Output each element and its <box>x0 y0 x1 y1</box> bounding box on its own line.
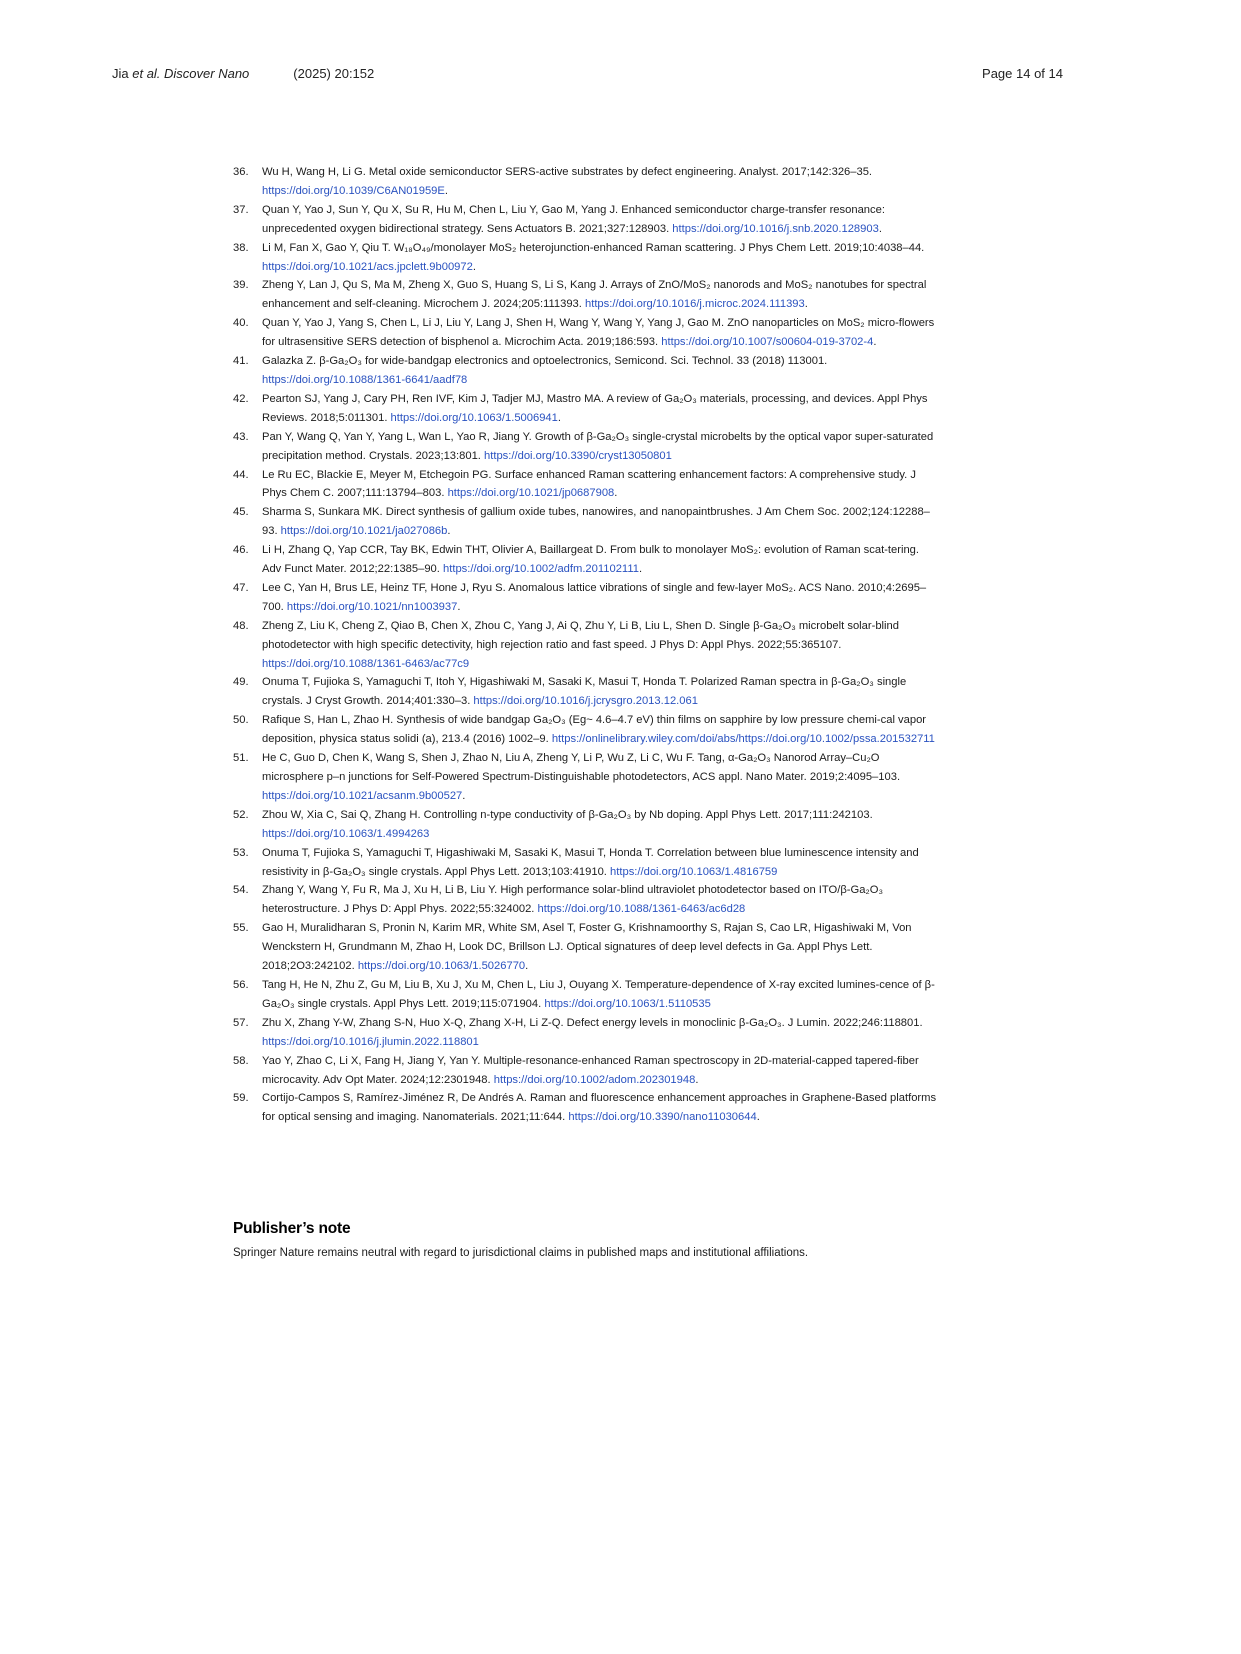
reference-text-segment: . <box>695 1073 699 1086</box>
reference-number: 39. <box>233 279 249 292</box>
reference-number: 54. <box>233 884 249 897</box>
reference-number: 51. <box>233 752 249 765</box>
doi-link[interactable]: https://doi.org/10.1088/1361-6463/ac77c9 <box>262 657 470 670</box>
reference-text-segment: Le Ru EC, Blackie E, Meyer M, Etchegoin PG. Surface enhanced Raman scattering enhancement factors: A comprehensive study. J Phys Chem C. 2007;111:13794–803. <box>262 468 916 500</box>
reference-text-segment: . <box>444 184 448 197</box>
reference-text-segment: . <box>614 487 618 500</box>
reference-item <box>233 579 939 617</box>
reference-text <box>262 314 939 352</box>
reference-text-segment: Li M, Fan X, Gao Y, Qiu T. W₁₈O₄₉/monolayer MoS₂ heterojunction-enhanced Raman scattering. J Phys Chem Lett. 2019;10:4038–44. <box>262 241 925 254</box>
reference-number: 57. <box>233 1016 249 1029</box>
publisher-note-body: Springer Nature remains neutral with regard to jurisdictional claims in published maps and institutional affiliations. <box>233 1247 809 1259</box>
reference-text <box>262 201 939 239</box>
running-head-author: Jia <box>112 66 133 81</box>
doi-link[interactable]: https://doi.org/10.1039/C6AN01959E <box>262 184 445 197</box>
reference-text <box>262 976 939 1014</box>
reference-number: 59. <box>233 1092 249 1105</box>
reference-text <box>262 844 939 882</box>
reference-text <box>262 503 939 541</box>
reference-number: 46. <box>233 544 249 557</box>
doi-link[interactable]: https://doi.org/10.1021/acsanm.9b00527 <box>262 789 463 802</box>
reference-text-segment: Zheng Z, Liu K, Cheng Z, Qiao B, Chen X, Zhou C, Yang J, Ai Q, Zhu Y, Li B, Liu L, Shen D. Single β-Ga₂O₃ microbelt solar-blind photodetector with high specific detectivity, high rejection ratio and fast speed. J Phys D: Appl Phys. 2022;55:365107. <box>262 619 899 651</box>
reference-text-segment: . <box>638 563 643 576</box>
reference-list <box>233 163 939 1127</box>
reference-number: 43. <box>233 430 249 443</box>
reference-text-segment: . <box>447 525 451 538</box>
reference-text-segment: Zhou W, Xia C, Sai Q, Zhang H. Controlling n-type conductivity of β-Ga₂O₃ by Nb doping. Appl Phys Lett. 2017;111:242103. <box>262 808 873 821</box>
reference-number: 42. <box>233 392 249 405</box>
reference-text <box>262 466 939 504</box>
doi-link[interactable]: https://doi.org/10.1021/jp0687908 <box>447 487 615 500</box>
reference-item <box>233 541 939 579</box>
doi-link[interactable]: https://doi.org/10.1021/ja027086b <box>280 525 448 538</box>
doi-link[interactable]: https://doi.org/10.1007/s00604-019-3702-4 <box>661 336 874 349</box>
reference-text-segment: . <box>525 960 529 973</box>
reference-item <box>233 1089 939 1127</box>
reference-text-segment: Pearton SJ, Yang J, Cary PH, Ren IVF, Kim J, Tadjer MJ, Mastro MA. A review of Ga₂O₃ materials, processing, and devices. Appl Phys Reviews. 2018;5:011301. <box>262 392 928 424</box>
reference-text-segment: Lee C, Yan H, Brus LE, Heinz TF, Hone J, Ryu S. Anomalous lattice vibrations of single and few-layer MoS₂. ACS Nano. 2010;4:2695–700. <box>262 581 927 613</box>
doi-link[interactable]: https://doi.org/10.1063/1.5110535 <box>544 997 711 1010</box>
reference-text-segment: Onuma T, Fujioka S, Yamaguchi T, Higashiwaki M, Sasaki K, Masui T, Honda T. Correlation between blue luminescence intensity and resistivity in β-Ga₂O₃ single crystals. Appl Phys Lett. 2013;103:41910. <box>262 846 919 878</box>
reference-text <box>262 276 939 314</box>
reference-text <box>262 239 939 277</box>
doi-link[interactable]: https://doi.org/10.1063/1.4994263 <box>262 827 430 840</box>
doi-link[interactable]: https://doi.org/10.1002/adfm.201102111 <box>443 563 639 576</box>
reference-text-segment: . <box>472 260 476 273</box>
reference-number: 45. <box>233 506 249 519</box>
reference-item <box>233 503 939 541</box>
reference-text <box>262 711 939 749</box>
doi-link[interactable]: https://doi.org/10.1021/acs.jpclett.9b00972 <box>262 260 473 273</box>
reference-item <box>233 163 939 201</box>
doi-link[interactable]: https://doi.org/10.3390/nano11030644 <box>568 1111 757 1124</box>
reference-item <box>233 976 939 1014</box>
reference-text-segment: Sharma S, Sunkara MK. Direct synthesis of gallium oxide tubes, nanowires, and nanopaintbrushes. J Am Chem Soc. 2002;124:12288–93. <box>262 506 930 538</box>
reference-text <box>262 806 939 844</box>
reference-number: 44. <box>233 468 249 481</box>
reference-item <box>233 390 939 428</box>
page-header <box>112 66 1063 81</box>
reference-number: 41. <box>233 355 249 368</box>
reference-item <box>233 881 939 919</box>
reference-item <box>233 239 939 277</box>
reference-text <box>262 1089 939 1127</box>
reference-number: 37. <box>233 203 249 216</box>
reference-item <box>233 711 939 749</box>
reference-text-segment: . <box>804 298 808 311</box>
reference-text-segment: Li H, Zhang Q, Yap CCR, Tay BK, Edwin THT, Olivier A, Baillargeat D. From bulk to monolayer MoS₂: evolution of Raman scat-tering. Adv Funct Mater. 2012;22:1385–90. <box>262 544 920 576</box>
reference-text-segment: . <box>557 411 561 424</box>
reference-item <box>233 806 939 844</box>
reference-item <box>233 201 939 239</box>
reference-text-segment: Yao Y, Zhao C, Li X, Fang H, Jiang Y, Yan Y. Multiple-resonance-enhanced Raman spectroscopy in 2D-material-capped tapered-fiber microcavity. Adv Opt Mater. 2024;12:2301948. <box>262 1054 919 1086</box>
reference-number: 36. <box>233 166 249 178</box>
reference-item <box>233 844 939 882</box>
doi-link[interactable]: https://doi.org/10.1063/1.4816759 <box>610 865 778 878</box>
reference-text-segment: Wu H, Wang H, Li G. Metal oxide semiconductor SERS-active substrates by defect engineering. Analyst. 2017;142:326–35. <box>262 166 873 178</box>
reference-number: 49. <box>233 676 249 689</box>
reference-item <box>233 617 939 674</box>
reference-text <box>262 749 939 806</box>
reference-number: 55. <box>233 922 249 935</box>
reference-text-segment: Rafique S, Han L, Zhao H. Synthesis of wide bandgap Ga₂O₃ (Eg~ 4.6–4.7 eV) thin films on sapphire by low pressure chemi-cal vapor deposition, physica status solidi (a), 213.4 (2016) 1002–9. <box>262 714 927 746</box>
reference-text <box>262 617 939 674</box>
reference-item <box>233 314 939 352</box>
reference-text-segment: Galazka Z. β-Ga₂O₃ for wide-bandgap electronics and optoelectronics, Semicond. Sci. Technol. 33 (2018) 113001. <box>262 355 828 368</box>
running-head <box>112 66 374 81</box>
reference-number: 47. <box>233 581 249 594</box>
reference-item <box>233 749 939 806</box>
reference-text-segment: . <box>873 336 877 349</box>
reference-text-segment: . <box>756 1111 760 1124</box>
doi-link[interactable]: https://doi.org/10.1021/nn1003937 <box>286 600 458 613</box>
reference-text-segment: Tang H, He N, Zhu Z, Gu M, Liu B, Xu J, Xu M, Chen L, Liu J, Ouyang X. Temperature-dependence of X-ray excited lumines-cence of β-Ga₂O₃ single crystals. Appl Phys Lett. 2019;115:071904. <box>262 978 935 1010</box>
doi-link[interactable]: https://doi.org/10.1088/1361-6641/aadf78 <box>262 373 468 386</box>
reference-item <box>233 919 939 976</box>
reference-item <box>233 352 939 390</box>
doi-link[interactable]: https://onlinelibrary.wiley.com/doi/abs/https://doi.org/10.1002/pssa.201532711 <box>551 733 935 746</box>
reference-number: 50. <box>233 714 249 727</box>
reference-text-segment: Pan Y, Wang Q, Yan Y, Yang L, Wan L, Yao R, Jiang Y. Growth of β-Ga₂O₃ single-crystal microbelts by the optical vapor super-saturated precipitation method. Crystals. 2023;13:801. <box>262 430 934 462</box>
reference-number: 58. <box>233 1054 249 1067</box>
reference-text-segment: Zhang Y, Wang Y, Fu R, Ma J, Xu H, Li B, Liu Y. High performance solar-blind ultraviolet photodetector based on ITO/β-Ga₂O₃ heterostructure. J Phys D: Appl Phys. 2022;55:324002. <box>262 884 884 916</box>
doi-link[interactable]: https://doi.org/10.1088/1361-6463/ac6d28 <box>537 903 746 916</box>
doi-link[interactable]: https://doi.org/10.1063/1.5026770 <box>357 960 526 973</box>
reference-text-segment: . <box>457 600 461 613</box>
reference-text <box>262 352 939 390</box>
reference-text <box>262 428 939 466</box>
reference-text-segment: Quan Y, Yao J, Yang S, Chen L, Li J, Liu Y, Lang J, Shen H, Wang Y, Wang Y, Yang J, Gao M. ZnO nanoparticles on MoS₂ micro-flowers for ultrasensitive SERS detection of bisphenol a. Microchim Acta. 2019;186:593. <box>262 317 935 349</box>
reference-number: 52. <box>233 808 249 821</box>
reference-item <box>233 428 939 466</box>
reference-number: 40. <box>233 317 249 330</box>
reference-item <box>233 1052 939 1090</box>
doi-link[interactable]: https://doi.org/10.1016/j.jcrysgro.2013.12.061 <box>473 695 698 708</box>
reference-number: 53. <box>233 846 249 859</box>
reference-item <box>233 276 939 314</box>
reference-text <box>262 673 939 711</box>
doi-link[interactable]: https://doi.org/10.1002/adom.202301948 <box>493 1073 696 1086</box>
running-head-journal: et al. Discover Nano <box>132 66 250 81</box>
reference-text-segment: Onuma T, Fujioka S, Yamaguchi T, Itoh Y, Higashiwaki M, Sasaki K, Masui T, Honda T. Polarized Raman spectra in β-Ga₂O₃ single crystals. J Cryst Growth. 2014;401:330–3. <box>262 676 907 708</box>
reference-text <box>262 390 939 428</box>
publisher-note-section <box>233 1220 939 1261</box>
reference-text-segment: . <box>878 222 882 235</box>
reference-text-segment: Cortijo-Campos S, Ramírez-Jiménez R, De Andrés A. Raman and fluorescence enhancement approaches in Graphene-Based platforms for optical sensing and imaging. Nanomaterials. 2021;11:644. <box>262 1092 937 1124</box>
reference-text <box>262 1052 939 1090</box>
reference-text <box>262 881 939 919</box>
reference-number: 56. <box>233 978 249 991</box>
reference-text <box>262 541 939 579</box>
reference-text <box>262 163 939 201</box>
reference-text-segment: Zhu X, Zhang Y-W, Zhang S-N, Huo X-Q, Zhang X-H, Li Z-Q. Defect energy levels in monoclinic β-Ga₂O₃. J Lumin. 2022;246:118801. <box>262 1016 923 1029</box>
reference-text-segment: He C, Guo D, Chen K, Wang S, Shen J, Zhao N, Liu A, Zheng Y, Li P, Wu Z, Li C, Wu F. Tang, α-Ga₂O₃ Nanorod Array–Cu₂O microsphere p–n junctions for Self-Powered Spectrum-Distinguishable photodetectors, ACS appl. Nano Mater. 2019;2:4095–103. <box>262 752 901 783</box>
reference-text <box>262 1014 939 1052</box>
reference-text <box>262 919 939 976</box>
doi-link[interactable]: https://doi.org/10.1016/j.microc.2024.111393 <box>584 298 805 311</box>
reference-text-segment: Zheng Y, Lan J, Qu S, Ma M, Zheng X, Guo S, Huang S, Li S, Kang J. Arrays of ZnO/MoS₂ nanorods and MoS₂ nanotubes for spectral enhancement and self-cleaning. Microchem J. 2024;205:111393. <box>262 279 927 311</box>
reference-number: 38. <box>233 241 249 254</box>
running-head-citation: (2025) 20:152 <box>293 66 375 81</box>
doi-link[interactable]: https://doi.org/10.1063/1.5006941 <box>390 411 558 424</box>
reference-text <box>262 579 939 617</box>
publisher-note-heading: Publisher’s note <box>233 1220 351 1237</box>
reference-text-segment: . <box>462 789 466 802</box>
reference-item <box>233 466 939 504</box>
doi-link[interactable]: https://doi.org/10.3390/cryst13050801 <box>484 449 672 462</box>
reference-item <box>233 1014 939 1052</box>
doi-link[interactable]: https://doi.org/10.1016/j.jlumin.2022.118801 <box>262 1035 479 1048</box>
reference-text-segment: Quan Y, Yao J, Sun Y, Qu X, Su R, Hu M, Chen L, Liu Y, Gao M, Yang J. Enhanced semiconductor charge-transfer resonance: unprecedented oxygen bidirectional strategy. Sens Actuators B. 2021;327:128903. <box>262 203 885 235</box>
reference-item <box>233 673 939 711</box>
page-number-label: Page 14 of 14 <box>982 66 1063 81</box>
doi-link[interactable]: https://doi.org/10.1016/j.snb.2020.128903 <box>672 222 879 235</box>
reference-number: 48. <box>233 619 249 632</box>
reference-text-segment: Gao H, Muralidharan S, Pronin N, Karim MR, White SM, Asel T, Foster G, Krishnamoorthy S, Rajan S, Cao LR, Higashiwaki M, Von Wenckstern H, Grundmann M, Zhao H, Look DC, Brillson LJ. Optical signatures of deep level defects in Ga. Appl Phys Lett. 2018;2O3:242102. <box>262 922 912 973</box>
